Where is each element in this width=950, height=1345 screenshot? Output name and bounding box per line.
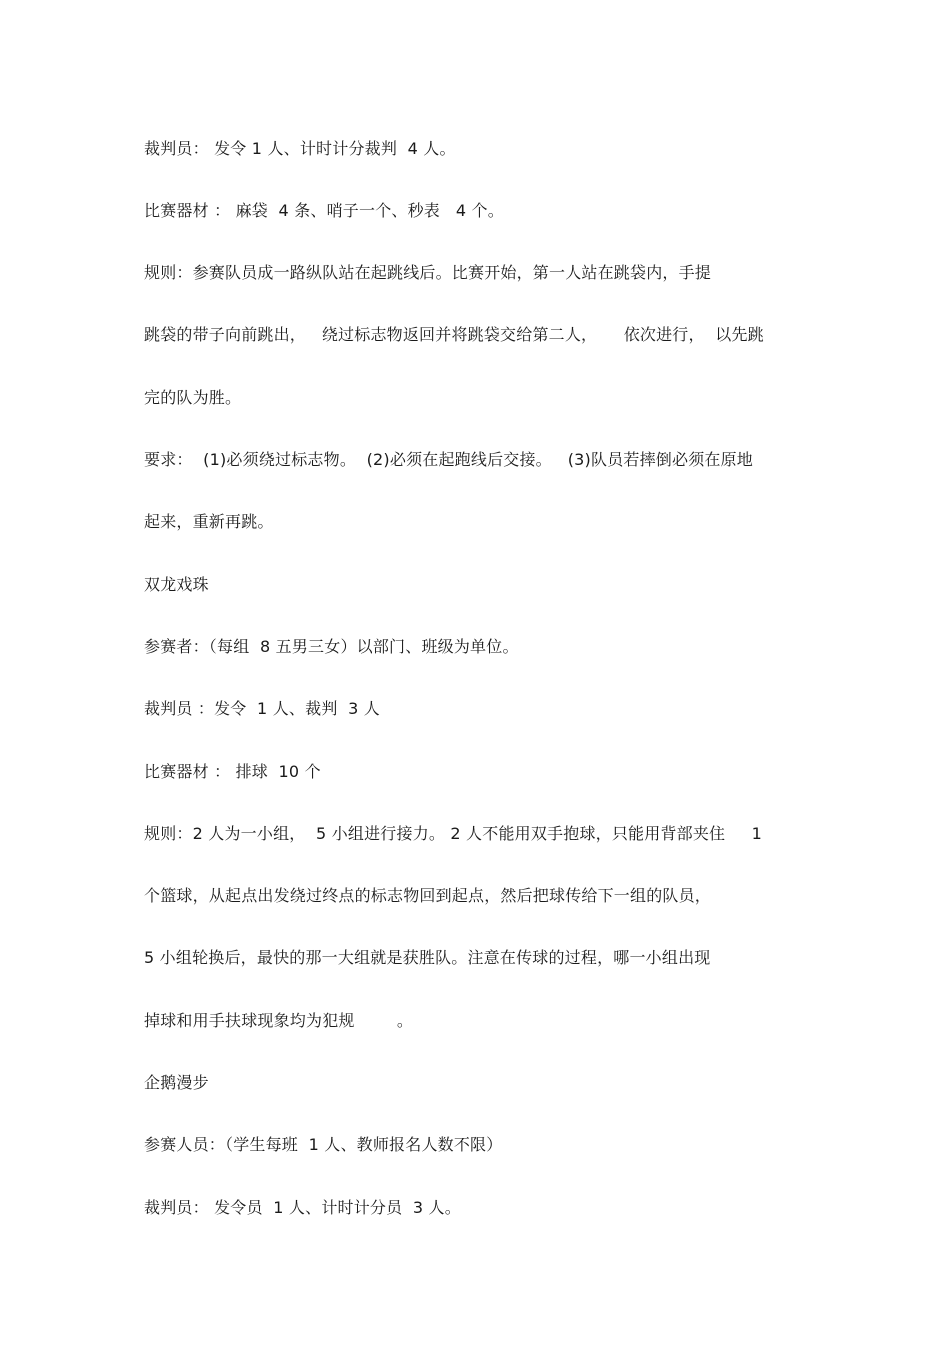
text-line-rules-2a: 规则：2 人为一小组， 5 小组进行接力。 2 人不能用双手抱球，只能用背部夹住 1 xyxy=(144,824,763,843)
section-heading-double-dragon: 双龙戏珠 xyxy=(144,575,209,594)
section-heading-penguin-walk: 企鹅漫步 xyxy=(144,1073,209,1092)
text-line-referees-3: 裁判员： 发令员 1 人、计时计分员 3 人。 xyxy=(144,1198,461,1217)
text-line-referees-1: 裁判员： 发令 1 人、计时计分裁判 4 人。 xyxy=(144,139,456,158)
text-line-rules-1c: 完的队为胜。 xyxy=(144,388,242,407)
text-line-requirements-1a: 要求： (1)必须绕过标志物。 (2)必须在起跑线后交接。 (3)队员若摔倒必须在原地 xyxy=(144,450,753,469)
text-line-rules-1b: 跳袋的带子向前跳出， 绕过标志物返回并将跳袋交给第二人， 依次进行， 以先跳 xyxy=(144,325,764,344)
text-line-requirements-1b: 起来，重新再跳。 xyxy=(144,512,274,531)
text-line-equipment-1: 比赛器材 ： 麻袋 4 条、哨子一个、秒表 4 个。 xyxy=(144,201,504,220)
text-line-rules-2c: 5 小组轮换后，最快的那一大组就是获胜队。注意在传球的过程，哪一小组出现 xyxy=(144,948,711,967)
text-line-participants-2: 参赛者：（每组 8 五男三女）以部门、班级为单位。 xyxy=(144,637,519,656)
text-line-rules-2d: 掉球和用手扶球现象均为犯规 。 xyxy=(144,1011,414,1030)
text-line-rules-1a: 规则：参赛队员成一路纵队站在起跳线后。比赛开始，第一人站在跳袋内，手提 xyxy=(144,263,712,282)
text-line-participants-3: 参赛人员：（学生每班 1 人、教师报名人数不限） xyxy=(144,1135,503,1154)
text-line-equipment-2: 比赛器材 ： 排球 10 个 xyxy=(144,762,321,781)
text-line-rules-2b: 个篮球，从起点出发绕过终点的标志物回到起点，然后把球传给下一组的队员， xyxy=(144,886,712,905)
text-line-referees-2: 裁判员 ：发令 1 人、裁判 3 人 xyxy=(144,699,380,718)
